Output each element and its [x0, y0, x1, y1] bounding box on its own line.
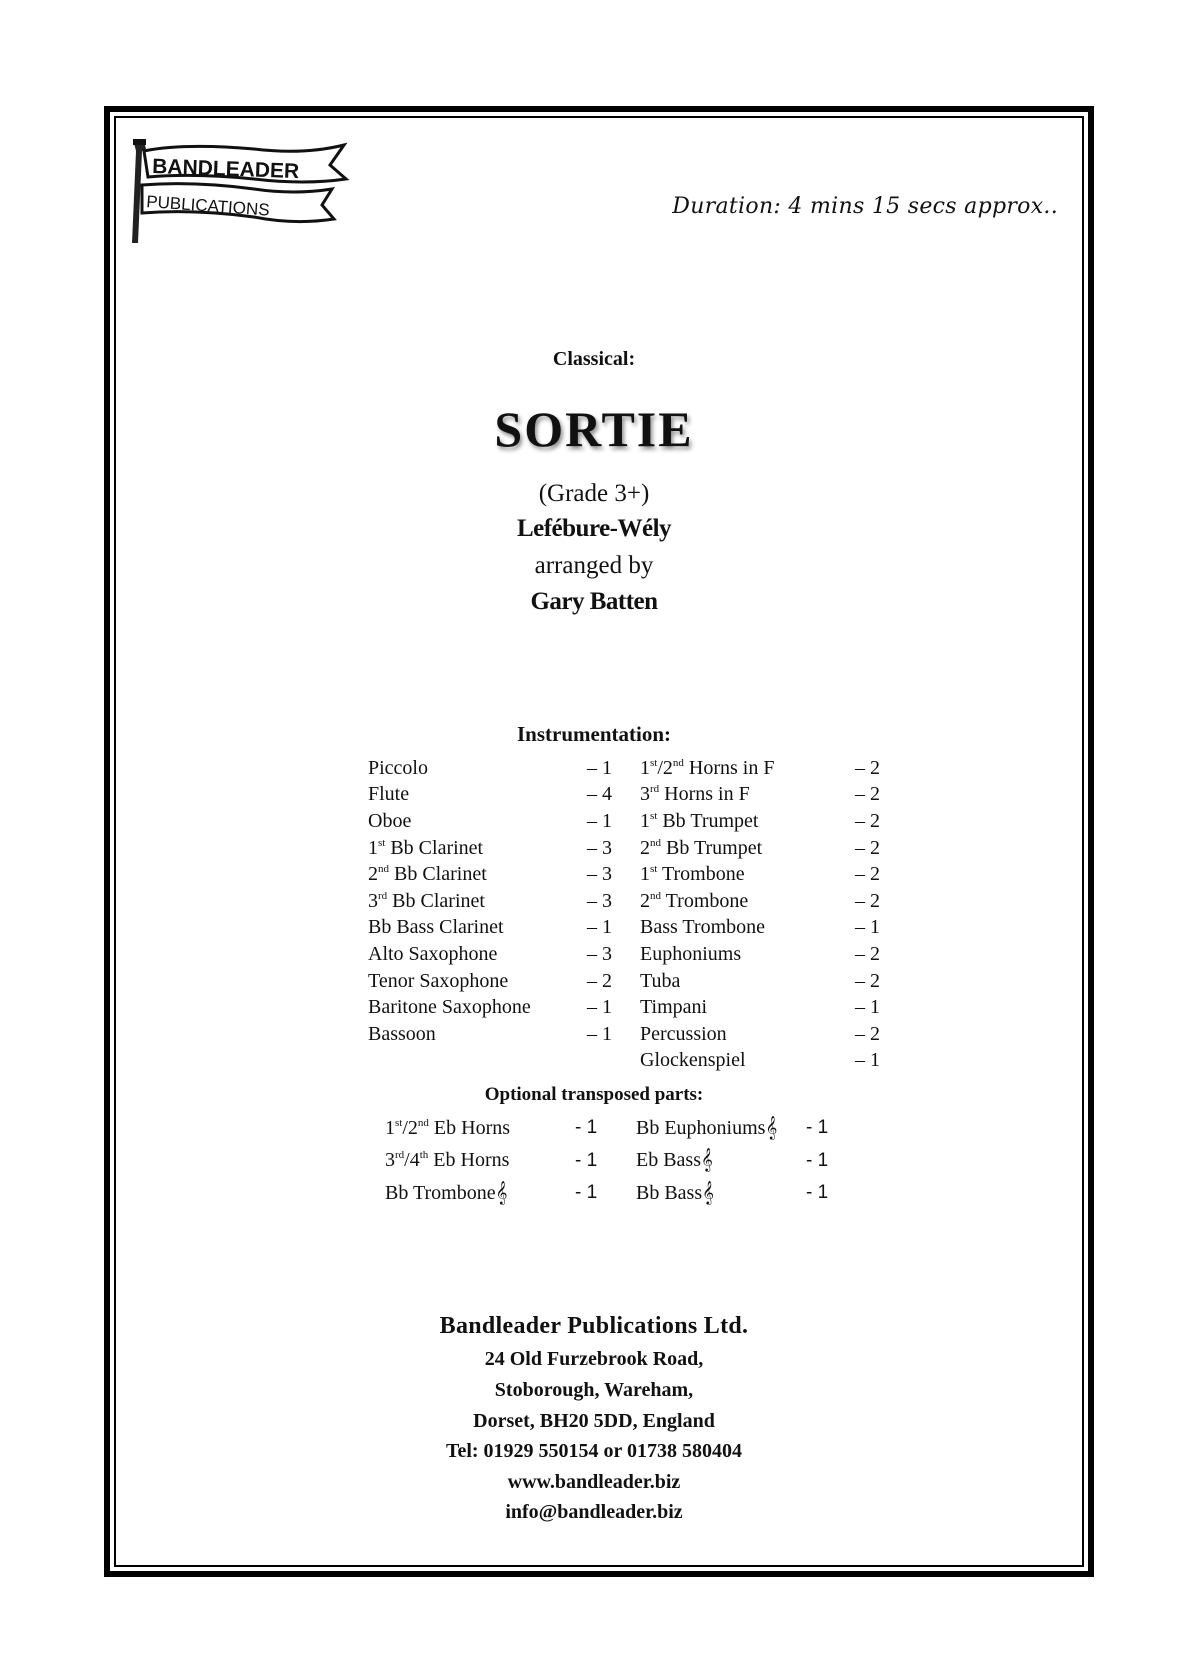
instrument-count: – 2: [855, 756, 880, 779]
instrument-name: Trombone: [657, 863, 745, 886]
ordinal-suffix: st: [395, 1116, 403, 1129]
ordinal-number: /4: [404, 1149, 420, 1172]
spacer-cell: [612, 968, 640, 995]
spacer-cell: [612, 888, 640, 915]
instrument-count: – 1: [587, 1022, 612, 1045]
instrument-name-cell: [368, 861, 556, 888]
ordinal-suffix: nd: [378, 863, 389, 876]
instrument-name: Eb Horns: [428, 1116, 511, 1139]
optional-part-name-cell: [636, 1145, 806, 1178]
ordinal-suffix: nd: [672, 756, 684, 769]
instrument-row: [368, 915, 880, 942]
instrument-name-cell: [640, 808, 838, 835]
logo-line1: BANDLEADER: [151, 155, 300, 184]
optional-part-count: - 1: [575, 1182, 598, 1204]
ordinal-suffix: nd: [650, 889, 661, 902]
spacer-cell: [612, 835, 640, 862]
instrument-count: – 1: [855, 996, 880, 1019]
instrument-count: – 2: [855, 863, 880, 886]
instrument-name: Trombone: [661, 889, 749, 912]
instrument-count: – 2: [587, 969, 612, 992]
instrument-count: – 2: [855, 1022, 880, 1045]
instrument-name: Flute: [368, 783, 410, 806]
instrument-name: Bb Trumpet: [661, 836, 763, 859]
publisher-address-line2: Stoborough, Wareham,: [494, 1379, 694, 1401]
instrument-name-cell: [640, 994, 838, 1021]
composer: Lefébure-Wély: [516, 515, 672, 542]
spacer-cell: [629, 1145, 636, 1178]
spacer-cell: [629, 1112, 636, 1145]
instrument-count: – 1: [587, 756, 612, 779]
instrument-name-cell: [640, 1048, 838, 1075]
instrument-name-cell: [368, 994, 556, 1021]
duration: Duration: 4 mins 15 secs approx..: [672, 194, 1058, 219]
instrument-row: [368, 941, 880, 968]
bandleader-logo: [124, 135, 369, 245]
instrument-count: – 1: [587, 996, 612, 1019]
publisher-website[interactable]: www.bandleader.biz: [507, 1471, 681, 1493]
optional-part-count: - 1: [806, 1149, 829, 1171]
publisher-address-line3: Dorset, BH20 5DD, England: [473, 1410, 715, 1432]
spacer-cell: [612, 941, 640, 968]
instrument-name: Eb Horns: [428, 1149, 510, 1172]
instrument-name-cell: [368, 808, 556, 835]
optional-part-count: - 1: [806, 1182, 829, 1204]
instrument-count: – 3: [587, 863, 612, 886]
instrument-count: – 2: [855, 783, 880, 806]
instrument-name: Glockenspiel: [640, 1049, 746, 1072]
ordinal-suffix: st: [378, 836, 386, 849]
instrument-count: – 3: [587, 942, 612, 965]
instrument-count: – 1: [855, 1049, 880, 1072]
instrument-name: Tuba: [640, 969, 681, 992]
instrument-row: [368, 968, 880, 995]
instrument-row: [368, 994, 880, 1021]
instrument-count: – 4: [587, 783, 612, 806]
instrument-name-cell: [368, 782, 556, 809]
instrument-name: Bb Trombone: [385, 1181, 496, 1204]
ordinal-number: 2: [368, 863, 378, 886]
logo-post-cap: [133, 139, 146, 145]
ordinal-number: 3: [368, 889, 378, 912]
instrumentation-heading: Instrumentation:: [516, 722, 671, 746]
page-title: SORTIE: [494, 401, 694, 457]
empty-cell: [368, 1048, 556, 1075]
genre-label: Classical:: [552, 348, 636, 370]
instrument-row: [368, 755, 880, 782]
optional-part-row: [385, 1177, 846, 1210]
instrument-name: Tenor Saxophone: [368, 969, 509, 992]
instrument-name: Bb Trumpet: [657, 809, 759, 832]
arranger: Gary Batten: [530, 588, 658, 615]
spacer-cell: [612, 1048, 640, 1075]
instrument-count: – 2: [855, 969, 880, 992]
instrument-name-cell: [640, 861, 838, 888]
spacer-cell: [612, 782, 640, 809]
instrument-name: Horns in F: [683, 756, 775, 779]
spacer-cell: [612, 861, 640, 888]
instrumentation-table: [368, 755, 880, 1074]
arranged-by: arranged by: [534, 552, 654, 579]
instrument-name: Euphoniums: [640, 942, 742, 965]
instrument-row: [368, 808, 880, 835]
instrument-name-cell: [368, 1021, 556, 1048]
ordinal-number: 3: [640, 783, 650, 806]
ordinal-suffix: nd: [650, 836, 661, 849]
optional-part-name-cell: [385, 1112, 575, 1145]
optional-part-name-cell: [385, 1177, 575, 1210]
instrument-name: Baritone Saxophone: [368, 996, 531, 1019]
instrument-name-cell: [640, 782, 838, 809]
ordinal-suffix: nd: [417, 1116, 429, 1129]
instrument-name-cell: [368, 941, 556, 968]
instrument-name: Bb Bass: [636, 1181, 703, 1204]
instrument-name-cell: [368, 835, 556, 862]
instrument-name-cell: [368, 968, 556, 995]
ordinal-suffix: rd: [650, 783, 660, 796]
empty-cell: [556, 1048, 612, 1075]
ordinal-number: 3: [385, 1149, 395, 1172]
instrument-count: – 3: [587, 889, 612, 912]
instrument-count: – 1: [855, 916, 880, 939]
ordinal-number: /2: [657, 756, 673, 779]
publisher-name: Bandleader Publications Ltd.: [439, 1313, 749, 1339]
ordinal-number: 1: [640, 863, 650, 886]
instrument-name: Piccolo: [368, 756, 428, 779]
instrument-row: [368, 861, 880, 888]
spacer-cell: [612, 994, 640, 1021]
instrument-name-cell: [640, 941, 838, 968]
publisher-phone: Tel: 01929 550154 or 01738 580404: [445, 1440, 743, 1462]
ordinal-suffix: rd: [395, 1149, 405, 1162]
publisher-email[interactable]: info@bandleader.biz: [505, 1501, 683, 1523]
instrument-count: – 2: [855, 942, 880, 965]
spacer-cell: [612, 755, 640, 782]
grade: (Grade 3+): [538, 480, 650, 507]
instrument-count: – 2: [855, 809, 880, 832]
instrument-name: Percussion: [640, 1022, 727, 1045]
instrument-count: – 2: [855, 889, 880, 912]
optional-parts-heading: Optional transposed parts:: [484, 1084, 704, 1105]
instrument-name: Oboe: [368, 809, 412, 832]
instrument-name: Bb Clarinet: [385, 836, 484, 859]
instrument-name: Bassoon: [368, 1022, 436, 1045]
ordinal-number: /2: [402, 1116, 418, 1139]
instrument-count: – 2: [855, 836, 880, 859]
instrument-name: Eb Bass: [636, 1149, 701, 1172]
optional-part-count: - 1: [575, 1149, 598, 1171]
instrument-name: Bb Bass Clarinet: [368, 916, 504, 939]
optional-part-count: - 1: [575, 1117, 598, 1139]
instrument-count: – 1: [587, 916, 612, 939]
spacer-cell: [612, 915, 640, 942]
optional-part-row: [385, 1145, 846, 1178]
optional-part-count: - 1: [806, 1117, 829, 1139]
treble-clef-icon: 𝄞: [701, 1149, 713, 1172]
instrument-name-cell: [640, 968, 838, 995]
instrument-name-cell: [368, 915, 556, 942]
optional-part-row: [385, 1112, 846, 1145]
instrument-name: Bass Trombone: [640, 916, 766, 939]
instrument-name: Timpani: [640, 996, 708, 1019]
ordinal-suffix: th: [419, 1149, 429, 1162]
ordinal-number: 1: [640, 756, 650, 779]
spacer-cell: [612, 808, 640, 835]
instrument-name-cell: [640, 915, 838, 942]
instrument-count: – 3: [587, 836, 612, 859]
instrument-name-cell: [368, 755, 556, 782]
instrument-name-cell: [368, 888, 556, 915]
instrument-name: Alto Saxophone: [368, 942, 498, 965]
treble-clef-icon: 𝄞: [702, 1181, 714, 1204]
ordinal-suffix: st: [650, 756, 658, 769]
ordinal-number: 1: [640, 809, 650, 832]
instrument-row: [368, 835, 880, 862]
instrument-row: [368, 1021, 880, 1048]
instrument-name: Bb Euphoniums: [636, 1116, 766, 1139]
instrument-name-cell: [640, 888, 838, 915]
spacer-cell: [612, 1021, 640, 1048]
instrument-name-cell: [640, 755, 838, 782]
optional-part-name-cell: [636, 1112, 806, 1145]
logo-line2: PUBLICATIONS: [145, 192, 271, 220]
ordinal-number: 1: [368, 836, 378, 859]
ordinal-number: 1: [385, 1116, 395, 1139]
ordinal-suffix: rd: [378, 889, 388, 902]
instrument-count: – 1: [587, 809, 612, 832]
instrument-name: Bb Clarinet: [389, 863, 487, 886]
instrument-name-cell: [640, 1021, 838, 1048]
optional-part-name-cell: [636, 1177, 806, 1210]
instrument-name-cell: [640, 835, 838, 862]
ordinal-number: 2: [640, 889, 650, 912]
instrument-name: Bb Clarinet: [387, 889, 485, 912]
treble-clef-icon: 𝄞: [495, 1181, 508, 1204]
treble-clef-icon: 𝄞: [765, 1116, 778, 1139]
instrument-row: [368, 888, 880, 915]
instrument-name: Horns in F: [659, 783, 750, 806]
ordinal-number: 2: [640, 836, 650, 859]
publisher-address-line1: 24 Old Furzebrook Road,: [484, 1348, 704, 1370]
ordinal-suffix: st: [650, 809, 658, 822]
optional-parts-table: [385, 1112, 846, 1210]
optional-part-name-cell: [385, 1145, 575, 1178]
spacer-cell: [629, 1177, 636, 1210]
instrument-row: [368, 1048, 880, 1075]
ordinal-suffix: st: [650, 863, 658, 876]
instrument-row: [368, 782, 880, 809]
